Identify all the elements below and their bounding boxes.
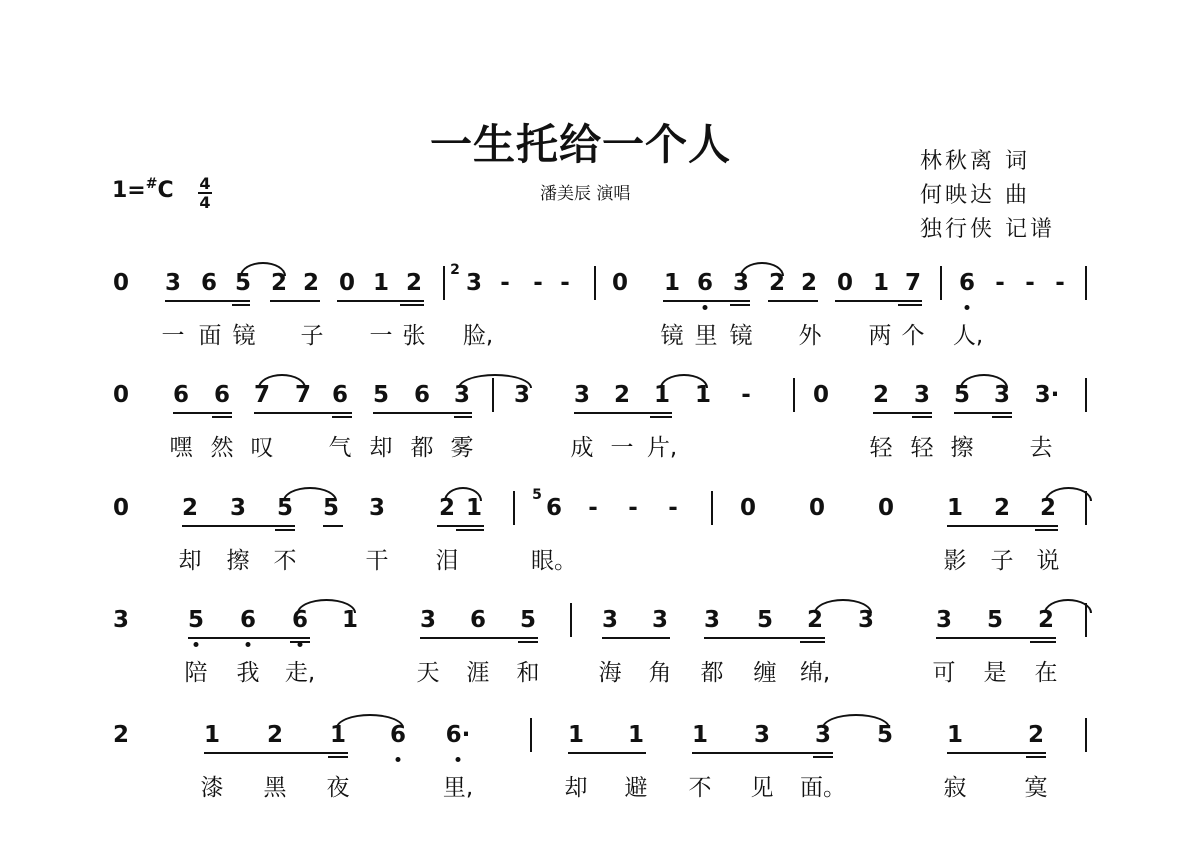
lyric-syllable: 轻	[869, 435, 893, 461]
note: 0	[112, 382, 130, 408]
note: 3	[513, 382, 531, 408]
note: 0	[836, 270, 854, 296]
note: 3·	[1034, 382, 1060, 408]
note: 5	[276, 495, 294, 521]
lyric-syllable: 夜	[326, 775, 350, 801]
note: 1	[627, 722, 645, 748]
lyric-syllable: 走,	[284, 660, 316, 686]
note: 7	[904, 270, 922, 296]
lyric-syllable: 陪	[184, 660, 208, 686]
note: 3	[601, 607, 619, 633]
lyric-syllable: 眼。	[531, 548, 577, 574]
note: 1	[341, 607, 359, 633]
note: 2	[993, 495, 1011, 521]
bar-line	[513, 491, 515, 525]
beam-underline	[768, 300, 818, 302]
lyric-syllable: 缠	[753, 660, 777, 686]
bar-line	[793, 378, 795, 412]
transcriber: 独行侠 记谱	[920, 217, 1055, 242]
lyric-syllable: 张	[402, 323, 426, 349]
lyric-syllable: 漆	[200, 775, 224, 801]
note: 2	[800, 270, 818, 296]
note: 1	[691, 722, 709, 748]
staff-line	[0, 382, 1200, 497]
hold-dash: -	[1025, 270, 1035, 296]
bar-line	[1085, 491, 1087, 525]
lyric-syllable: 绵,	[799, 660, 831, 686]
lyric-syllable: 角	[648, 660, 672, 686]
note: 0	[338, 270, 356, 296]
lyric-syllable: 雾	[450, 435, 474, 461]
note: 6	[172, 382, 190, 408]
bar-line	[1085, 378, 1087, 412]
lyric-syllable: 擦	[226, 548, 250, 574]
lyric-syllable: 一	[610, 435, 634, 461]
beam-underline	[165, 300, 250, 302]
lyricist: 林秋离 词	[920, 149, 1030, 174]
bar-line	[594, 266, 596, 300]
beam-underline-double	[290, 641, 310, 643]
beam-underline	[173, 412, 232, 414]
beam-underline	[568, 752, 646, 754]
lyric-syllable: 都	[700, 660, 724, 686]
note: 6	[331, 382, 349, 408]
bar-line	[443, 266, 445, 300]
beam-underline-double	[650, 416, 672, 418]
beam-underline	[574, 412, 672, 414]
staff-line	[0, 607, 1200, 722]
beam-underline-double	[813, 756, 833, 758]
beam-underline-double	[275, 529, 295, 531]
lyric-syllable: 气	[328, 435, 352, 461]
lyric-syllable: 子	[300, 323, 324, 349]
lower-octave-dot	[396, 757, 401, 762]
beam-underline	[602, 637, 670, 639]
note: 1	[465, 495, 483, 521]
beam-underline	[204, 752, 348, 754]
note: 3	[814, 722, 832, 748]
beam-underline-double	[1026, 756, 1046, 758]
beam-underline-double	[400, 304, 424, 306]
lyric-syllable: 可	[932, 660, 956, 686]
lyric-syllable: 然	[210, 435, 234, 461]
lyric-syllable: 面。	[800, 775, 846, 801]
note: 5	[953, 382, 971, 408]
lyric-syllable: 面	[198, 323, 222, 349]
note: 5	[187, 607, 205, 633]
tie-arc	[240, 262, 286, 276]
tie-arc	[740, 262, 784, 276]
note: 3	[229, 495, 247, 521]
beam-underline	[936, 637, 1056, 639]
note: 6	[545, 495, 563, 521]
lyric-syllable: 见	[750, 775, 774, 801]
beam-underline	[254, 412, 352, 414]
beam-underline-double	[1035, 529, 1058, 531]
lyric-syllable: 不	[273, 548, 297, 574]
note: 3	[368, 495, 386, 521]
hold-dash: -	[500, 270, 510, 296]
beam-underline-double	[332, 416, 352, 418]
note: 2	[1037, 607, 1055, 633]
bar-line	[711, 491, 713, 525]
lyric-syllable: 脸,	[462, 323, 494, 349]
note: 1	[694, 382, 712, 408]
beam-underline	[188, 637, 310, 639]
note: 2	[872, 382, 890, 408]
beam-underline-double	[800, 641, 825, 643]
lower-octave-dot	[194, 642, 199, 647]
beam-underline-double	[456, 529, 484, 531]
hold-dash: -	[668, 495, 678, 521]
lower-octave-dot	[703, 305, 708, 310]
note: 2	[112, 722, 130, 748]
lyric-syllable: 泪	[435, 548, 459, 574]
lyric-syllable: 一	[369, 323, 393, 349]
note: 3	[465, 270, 483, 296]
beam-underline	[704, 637, 825, 639]
grace-note: 2	[450, 262, 460, 278]
note: 6	[389, 722, 407, 748]
lyric-syllable: 寞	[1024, 775, 1048, 801]
note: 1	[653, 382, 671, 408]
lyric-syllable: 镜	[729, 323, 753, 349]
beam-underline	[323, 525, 343, 527]
beam-underline-double	[1030, 641, 1056, 643]
lyric-syllable: 涯	[466, 660, 490, 686]
lyric-syllable: 里,	[442, 775, 474, 801]
note: 1	[946, 495, 964, 521]
lyric-syllable: 镜	[232, 323, 256, 349]
note: 5	[372, 382, 390, 408]
lyric-syllable: 成	[570, 435, 594, 461]
lyric-syllable: 影	[943, 548, 967, 574]
lyric-syllable: 黑	[263, 775, 287, 801]
lyric-syllable: 轻	[910, 435, 934, 461]
lyric-syllable: 寂	[943, 775, 967, 801]
staff-line	[0, 262, 1200, 385]
beam-underline	[270, 300, 320, 302]
lyric-syllable: 都	[410, 435, 434, 461]
hold-dash: -	[995, 270, 1005, 296]
note: 2	[266, 722, 284, 748]
key-signature: 1=#C	[112, 176, 174, 203]
note: 3	[753, 722, 771, 748]
lyric-syllable: 嘿	[169, 435, 193, 461]
lyric-syllable: 镜	[660, 323, 684, 349]
note: 5	[876, 722, 894, 748]
beam-underline	[873, 412, 932, 414]
lyric-syllable: 却	[178, 548, 202, 574]
note: 3	[913, 382, 931, 408]
lyric-syllable: 和	[516, 660, 540, 686]
composer: 何映达 曲	[920, 183, 1030, 208]
beam-underline	[692, 752, 833, 754]
beam-underline	[182, 525, 295, 527]
bar-line	[492, 378, 494, 412]
beam-underline-double	[212, 416, 232, 418]
note: 0	[739, 495, 757, 521]
beam-underline-double	[912, 416, 932, 418]
note: 3	[732, 270, 750, 296]
note: 1	[872, 270, 890, 296]
note: 3	[164, 270, 182, 296]
note: 5	[986, 607, 1004, 633]
sharp-icon: #	[145, 176, 158, 192]
lyric-syllable: 个	[901, 323, 925, 349]
beam-underline	[954, 412, 1012, 414]
bar-line	[1085, 603, 1087, 637]
beam-underline	[373, 412, 472, 414]
credits	[920, 145, 1055, 247]
note: 2	[438, 495, 456, 521]
hold-dash: -	[1055, 270, 1065, 296]
note: 2	[806, 607, 824, 633]
note: 0	[112, 270, 130, 296]
lyric-syllable: 外	[798, 323, 822, 349]
beam-underline-double	[992, 416, 1012, 418]
lyric-syllable: 海	[598, 660, 622, 686]
lyric-syllable: 里	[694, 323, 718, 349]
note: 5	[234, 270, 252, 296]
song-title: 一生托给一个人	[430, 120, 732, 169]
lyric-syllable: 片,	[646, 435, 678, 461]
lyric-syllable: 避	[624, 775, 648, 801]
note: 1	[567, 722, 585, 748]
note: 0	[112, 495, 130, 521]
note: 2	[1027, 722, 1045, 748]
beam-underline-double	[518, 641, 538, 643]
note: 2	[302, 270, 320, 296]
staff-line	[0, 487, 1200, 610]
bar-line	[530, 718, 532, 752]
lyric-syllable: 子	[990, 548, 1014, 574]
note: 6	[958, 270, 976, 296]
beam-underline	[337, 300, 424, 302]
note: 6	[291, 607, 309, 633]
beam-underline-double	[730, 304, 750, 306]
beam-underline	[947, 525, 1058, 527]
hold-dash: -	[628, 495, 638, 521]
note: 3	[453, 382, 471, 408]
note: 2	[270, 270, 288, 296]
lyric-syllable: 人,	[952, 323, 984, 349]
performer: 潘美辰 演唱	[540, 184, 631, 204]
beam-underline-double	[328, 756, 348, 758]
note: 0	[611, 270, 629, 296]
lower-octave-dot	[965, 305, 970, 310]
beam-underline	[835, 300, 922, 302]
note: 0	[877, 495, 895, 521]
note: 0	[812, 382, 830, 408]
note: 1	[203, 722, 221, 748]
staff-line	[0, 722, 1200, 837]
note: 5	[519, 607, 537, 633]
lyric-syllable: 擦	[950, 435, 974, 461]
note: 1	[663, 270, 681, 296]
beam-underline-double	[898, 304, 922, 306]
note: 6·	[445, 722, 471, 748]
note: 0	[808, 495, 826, 521]
note: 6	[213, 382, 231, 408]
note: 1	[372, 270, 390, 296]
lyric-syllable: 却	[369, 435, 393, 461]
hold-dash: -	[560, 270, 570, 296]
note: 1	[329, 722, 347, 748]
bar-line	[570, 603, 572, 637]
note: 3	[419, 607, 437, 633]
lyric-syllable: 却	[564, 775, 588, 801]
note: 2	[405, 270, 423, 296]
time-signature: 4 4	[199, 174, 211, 212]
note: 3	[935, 607, 953, 633]
beam-underline	[947, 752, 1046, 754]
beam-underline-double	[232, 304, 250, 306]
note: 7	[253, 382, 271, 408]
note: 6	[239, 607, 257, 633]
lyric-syllable: 不	[688, 775, 712, 801]
lower-octave-dot	[456, 757, 461, 762]
lyric-syllable: 一	[161, 323, 185, 349]
lyric-syllable: 两	[868, 323, 892, 349]
note: 2	[768, 270, 786, 296]
note: 5	[322, 495, 340, 521]
lyric-syllable: 说	[1036, 548, 1060, 574]
note: 1	[946, 722, 964, 748]
grace-note: 5	[532, 487, 542, 503]
note: 3	[857, 607, 875, 633]
note: 6	[413, 382, 431, 408]
bar-line	[1085, 266, 1087, 300]
note: 3	[573, 382, 591, 408]
beam-underline	[420, 637, 538, 639]
hold-dash: -	[588, 495, 598, 521]
bar-line	[940, 266, 942, 300]
lyric-syllable: 天	[416, 660, 440, 686]
lyric-syllable: 是	[983, 660, 1007, 686]
note: 6	[200, 270, 218, 296]
note: 2	[1039, 495, 1057, 521]
lower-octave-dot	[246, 642, 251, 647]
note: 3	[651, 607, 669, 633]
note: 3	[112, 607, 130, 633]
lyric-syllable: 在	[1034, 660, 1058, 686]
note: 6	[696, 270, 714, 296]
note: 6	[469, 607, 487, 633]
lyric-syllable: 我	[236, 660, 260, 686]
note: 5	[756, 607, 774, 633]
hold-dash: -	[533, 270, 543, 296]
note: 2	[613, 382, 631, 408]
beam-underline-double	[454, 416, 472, 418]
note: 7	[294, 382, 312, 408]
beam-underline	[437, 525, 484, 527]
beam-underline	[663, 300, 750, 302]
bar-line	[1085, 718, 1087, 752]
hold-dash: -	[741, 382, 751, 408]
lyric-syllable: 干	[365, 548, 389, 574]
note: 3	[993, 382, 1011, 408]
note: 3	[703, 607, 721, 633]
note: 2	[181, 495, 199, 521]
lyric-syllable: 去	[1029, 435, 1053, 461]
lyric-syllable: 叹	[250, 435, 274, 461]
